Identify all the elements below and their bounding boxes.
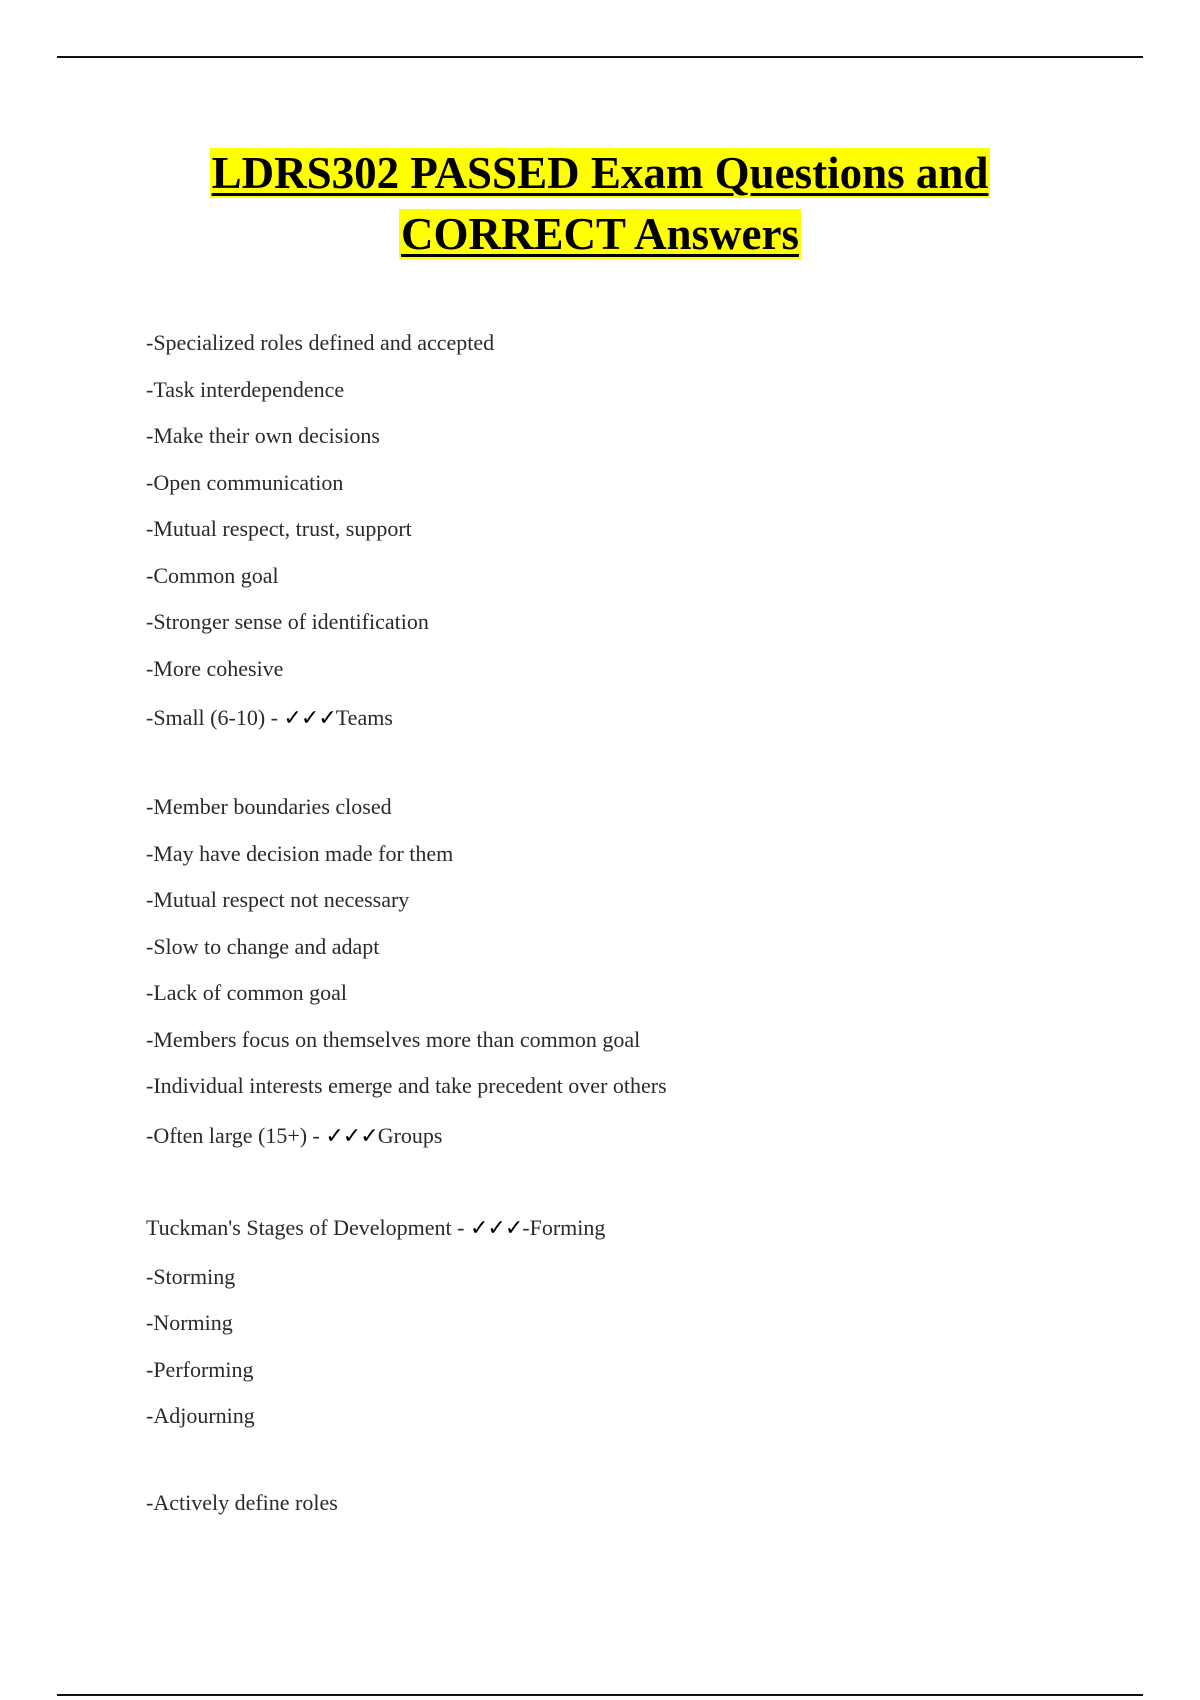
list-item: -Specialized roles defined and accepted xyxy=(146,330,495,355)
qa-block-roles xyxy=(146,1480,1096,1527)
qa-block-groups xyxy=(146,784,1096,1162)
list-item: -May have decision made for them xyxy=(146,840,454,866)
question-answer-line xyxy=(146,1202,1096,1254)
question-text: -Small (6-10) - xyxy=(146,705,284,730)
list-item: -Actively define roles xyxy=(146,1489,338,1515)
question-text: -Often large (15+) - xyxy=(146,1122,326,1148)
question-text: Tuckman's Stages of Development - xyxy=(146,1214,470,1240)
list-item: -Member boundaries closed xyxy=(146,794,392,819)
top-rule xyxy=(57,56,1143,58)
answer-text: Groups xyxy=(377,1122,443,1148)
list-item: -Common goal xyxy=(146,562,279,588)
block-spacer xyxy=(146,1162,1096,1202)
list-item: -Performing xyxy=(146,1356,254,1382)
block-spacer xyxy=(146,744,1096,784)
document-body xyxy=(146,320,1096,1526)
checkmark-icon: ✓✓✓ xyxy=(469,1215,523,1241)
list-item: -Mutual respect not necessary xyxy=(146,887,410,912)
list-item: -Norming xyxy=(146,1310,233,1335)
list-item: -Storming xyxy=(146,1263,236,1289)
bottom-rule xyxy=(57,1694,1143,1696)
checkmark-icon: ✓✓✓ xyxy=(283,706,336,731)
list-item: -Individual interests emerge and take precedent over others xyxy=(146,1073,667,1098)
list-item: -Make their own decisions xyxy=(146,423,380,448)
question-answer-line xyxy=(146,1110,1096,1162)
question-answer-line xyxy=(146,692,1096,744)
list-item: -Stronger sense of identification xyxy=(146,609,429,634)
checkmark-icon: ✓✓✓ xyxy=(325,1123,378,1149)
list-item: -Slow to change and adapt xyxy=(146,933,380,959)
list-item: -Adjourning xyxy=(146,1403,255,1428)
list-item: -Mutual respect, trust, support xyxy=(146,516,412,541)
answer-text: Teams xyxy=(335,705,393,730)
qa-block-tuckman xyxy=(146,1202,1096,1440)
block-spacer xyxy=(146,1440,1096,1480)
list-item: -Members focus on themselves more than common goal xyxy=(146,1026,641,1052)
answer-text: -Forming xyxy=(522,1214,606,1240)
title-line-2: CORRECT Answers xyxy=(401,209,799,259)
list-item: -Task interdependence xyxy=(146,376,345,402)
list-item: -Open communication xyxy=(146,469,344,495)
list-item: -Lack of common goal xyxy=(146,980,347,1005)
title-line-1: LDRS302 PASSED Exam Questions and xyxy=(211,148,989,198)
qa-block-teams xyxy=(146,320,1096,744)
document-title xyxy=(0,143,1200,265)
list-item: -More cohesive xyxy=(146,655,284,681)
